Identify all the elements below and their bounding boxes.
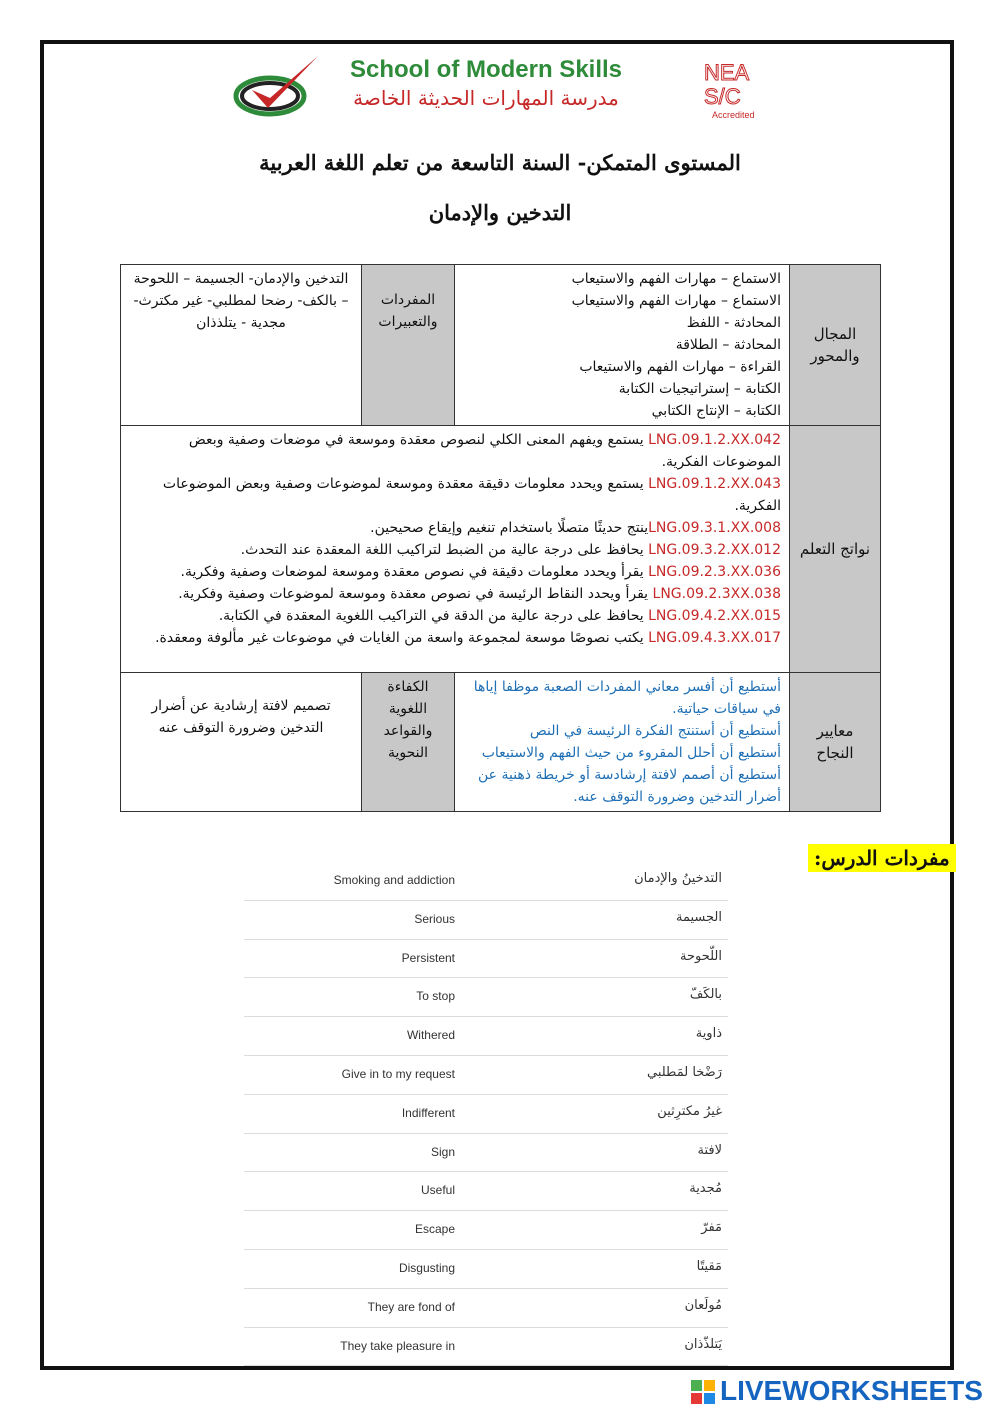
- vocab-row: [244, 978, 728, 1017]
- vocab-row: [244, 1017, 728, 1056]
- vocab-row: [244, 1250, 728, 1289]
- vocab-english: They take pleasure in: [340, 1338, 455, 1353]
- vocab-arabic: التدخينُ والإدمان: [634, 871, 722, 886]
- vocab-english: Escape: [414, 1222, 455, 1237]
- vocab-row: [244, 1289, 728, 1328]
- domain-row: [121, 265, 881, 426]
- school-header: [230, 50, 790, 122]
- footer-brand: LIVEWORKSHEETS: [720, 1375, 983, 1406]
- vocab-row: [244, 1211, 728, 1250]
- outcome-code: LNG.09.4.3.XX.017: [648, 630, 781, 646]
- vocab-english: Useful: [420, 1183, 455, 1198]
- domain-item: الاستماع – مهارات الفهم والاستيعاب: [571, 293, 781, 309]
- vocab-arabic: غيرُ مكترِثين: [657, 1103, 722, 1119]
- vocab-english: To stop: [416, 989, 455, 1004]
- domain-item: الاستماع – مهارات الفهم والاستيعاب: [571, 271, 781, 287]
- school-name-arabic: مدرسة المهارات الحديثة الخاصة: [353, 86, 619, 110]
- vocab-row: [244, 901, 728, 940]
- domain-item: الكتابة – إستراتيجيات الكتابة: [618, 381, 781, 397]
- vocab-english: Serious: [414, 911, 455, 926]
- vocab-row: [244, 1056, 728, 1095]
- vocab-label: المفردات والتعبيرات: [362, 265, 455, 426]
- outcome-text: يحافظ على درجة عالية من الدقة في التراكيب اللغوية المعقدة في الكتابة.: [218, 608, 649, 624]
- page-title: المستوى المتمكن- السنة التاسعة من تعلم اللغة العربية: [259, 150, 741, 175]
- criteria-list: [455, 673, 790, 812]
- vocab-list: [244, 862, 728, 1366]
- svg-text:Accredited: Accredited: [712, 110, 755, 120]
- outcome-text: يقرأ ويحدد معلومات دقيقة في نصوص معقدة وموسعة لموضعات وصفية وفكرية.: [180, 564, 649, 580]
- vocab-arabic: اللّحوحة: [680, 948, 722, 964]
- vocab-arabic: رَضْخا لمَطلبي: [646, 1064, 722, 1080]
- outcome-item: [129, 561, 781, 583]
- liveworksheets-logo-icon: [690, 1378, 718, 1406]
- vocab-english: Disgusting: [398, 1260, 455, 1275]
- vocab-english: Indifferent: [401, 1105, 455, 1120]
- outcome-item: [129, 627, 781, 649]
- criteria-item: أستطيع أن أحلل المقروء من حيث الفهم والاستيعاب: [481, 745, 781, 761]
- criteria-row: [121, 673, 881, 812]
- criteria-label: معايير النجاح: [790, 673, 881, 812]
- outcome-text: يقرأ ويحدد النقاط الرئيسة في نصوص معقدة وموسعة لموضوعات وصفية وفكرية.: [178, 586, 653, 602]
- outcome-text: ينتج حديثًا متصلًا باستخدام تنغيم وإيقاع صحيحين.: [370, 520, 649, 536]
- outcome-item: [129, 583, 781, 605]
- outcome-item: [129, 473, 781, 517]
- vocab-arabic: مُجدية: [689, 1181, 722, 1197]
- domain-item: القراءة – مهارات الفهم والاستيعاب: [579, 359, 781, 375]
- vocab-arabic: ذاوية: [695, 1026, 722, 1042]
- vocab-english: Smoking and addiction: [333, 873, 455, 887]
- outcomes-row: [121, 426, 881, 673]
- outcome-code: LNG.09.2.3.XX.036: [648, 564, 781, 580]
- neasc-accreditation-logo: [700, 58, 772, 122]
- vocab-arabic: يَتلذّذان: [684, 1336, 722, 1352]
- svg-text:S/C: S/C: [704, 84, 741, 109]
- vocab-row: [244, 862, 728, 901]
- school-name-english: School of Modern Skills: [349, 56, 623, 83]
- vocab-english: Withered: [406, 1028, 455, 1043]
- domain-list: [455, 265, 790, 426]
- outcome-code: LNG.09.3.1.XX.008: [648, 520, 781, 536]
- grammar-label: الكفاءة اللغوية والقواعد النحوية: [362, 673, 455, 812]
- task-text: تصميم لافتة إرشادية عن أضرار التدخين وضرورة التوقف عنه: [121, 673, 362, 812]
- domain-item: المحادثة – الطلاقة: [675, 337, 781, 353]
- vocab-arabic: مَفرّ: [701, 1220, 722, 1236]
- svg-text:NEA: NEA: [704, 60, 750, 85]
- outcome-text: يستمع ويفهم المعنى الكلي لنصوص معقدة وموسعة في موضعات وصفية وبعض الموضوعات الفكرية.: [188, 432, 781, 470]
- outcome-code: LNG.09.3.2.XX.012: [648, 542, 781, 558]
- vocab-row: [244, 1328, 728, 1367]
- outcomes-label: نواتج التعلم: [790, 426, 881, 673]
- criteria-item: أستطيع أن أفسر معاني المفردات الصعبة موظفا إياها في سياقات حياتية.: [473, 679, 781, 717]
- lesson-plan-table: [120, 264, 881, 812]
- outcomes-list: [121, 426, 790, 673]
- criteria-item: أستطيع أن أصمم لافتة إرشادسة أو خريطة ذهنية عن أضرار التدخين وضرورة التوقف عنه.: [478, 767, 781, 805]
- outcome-item: [129, 429, 781, 473]
- outcome-code: LNG.09.1.2.XX.042: [648, 432, 781, 448]
- outcome-text: يكتب نصوصًا موسعة لمجموعة واسعة من الغايات في موضوعات غير مألوفة ومعقدة.: [155, 630, 649, 646]
- outcome-code: LNG.09.2.3XX.038: [652, 586, 781, 602]
- vocab-english: They are fond of: [367, 1299, 455, 1314]
- domain-item: الكتابة – الإنتاج الكتابي: [651, 403, 781, 419]
- vocab-summary: التدخين والإدمان- الجسيمة – اللحوحة – بالكف- رضحا لمطلبي- غير مكترث- مجدية - يتلذذان: [121, 265, 362, 426]
- domain-item: المحادثة - اللفظ: [686, 315, 781, 331]
- outcome-text: يستمع ويحدد معلومات دقيقة معقدة وموسعة لموضوعات وصفية وبعض الموضوعات الفكرية.: [162, 476, 781, 514]
- vocab-row: [244, 940, 728, 979]
- outcome-item: [129, 605, 781, 627]
- vocab-english: Give in to my request: [341, 1066, 455, 1081]
- vocab-arabic: بالكَفّ: [689, 987, 722, 1003]
- outcome-code: LNG.09.1.2.XX.043: [648, 476, 781, 492]
- domain-label: المجال والمحور: [790, 265, 881, 426]
- vocab-english: Sign: [430, 1144, 455, 1159]
- lesson-title: التدخين والإدمان: [428, 200, 572, 225]
- school-logo-icon: [230, 50, 330, 122]
- outcome-code: LNG.09.4.2.XX.015: [648, 608, 781, 624]
- outcome-item: [129, 539, 781, 561]
- outcome-text: يحافظ على درجة عالية من الضبط لتراكيب اللغة المعقدة عند التحدث.: [240, 542, 649, 558]
- vocab-arabic: الجسيمة: [676, 909, 722, 925]
- outcome-item: [129, 517, 781, 539]
- vocab-arabic: مُولَعان: [684, 1297, 722, 1313]
- vocab-row: [244, 1172, 728, 1211]
- vocab-row: [244, 1095, 728, 1134]
- vocab-arabic: مَقيتًا: [696, 1258, 722, 1274]
- criteria-item: أستطيع أن أستنتج الفكرة الرئيسة في النص: [529, 723, 781, 739]
- vocab-heading: مفردات الدرس:: [808, 844, 956, 872]
- vocab-english: Persistent: [401, 950, 455, 965]
- vocab-arabic: لافتة: [697, 1142, 722, 1158]
- vocab-row: [244, 1134, 728, 1173]
